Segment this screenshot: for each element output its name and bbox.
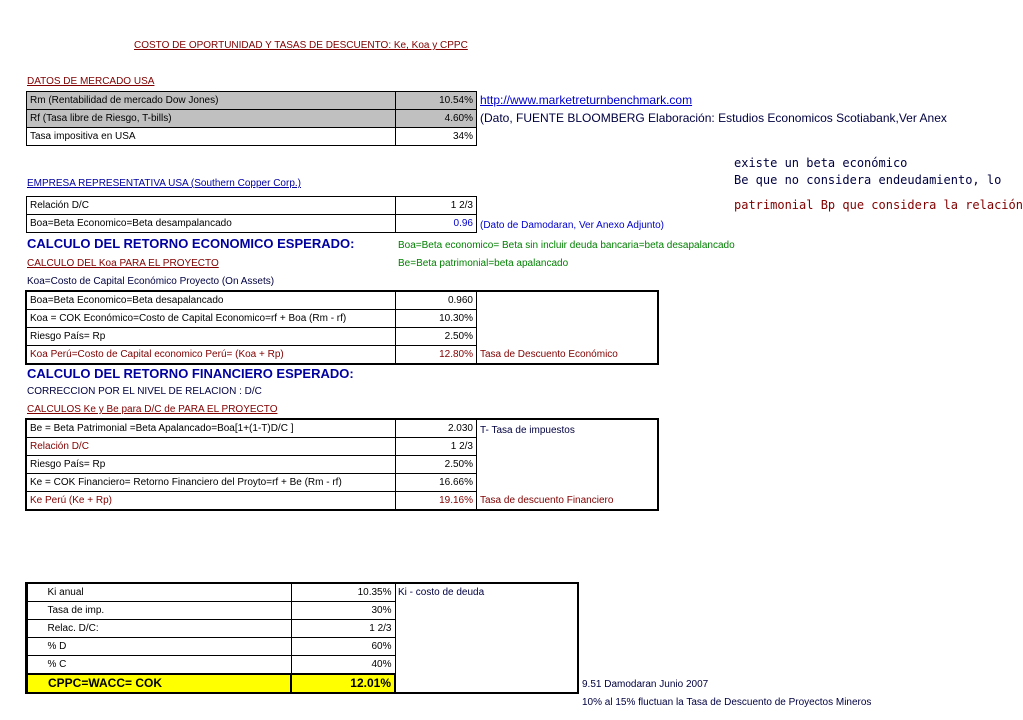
side-note-2: Be que no considera endeudamiento, lo [734, 173, 1002, 187]
wacc-value-dc: 1 2/3 [291, 620, 395, 638]
financial-label-ke: Ke = COK Financiero= Retorno Financiero del Proyto=rf + Be (Rm - rf) [27, 474, 396, 492]
market-table [26, 91, 477, 146]
wacc-value-ki: 10.35% [291, 584, 395, 602]
table-row [27, 420, 477, 438]
wacc-label-tax: Tasa de imp. [27, 602, 291, 620]
economic-note-boa: Boa=Beta economico= Beta sin incluir deuda bancaria=beta desapalancado [398, 240, 735, 251]
company-heading: EMPRESA REPRESENTATIVA USA (Southern Copper Corp.) [27, 178, 301, 189]
table-row [27, 128, 477, 146]
economic-value-koa-peru: 12.80% [396, 346, 477, 364]
side-note-1: existe un beta económico [734, 156, 908, 170]
page-title: COSTO DE OPORTUNIDAD Y TASAS DE DESCUENTO: Ke, Koa y CPPC [134, 40, 468, 51]
table-row [27, 456, 477, 474]
table-row [27, 292, 477, 310]
table-row [27, 346, 477, 364]
financial-rate-note: Tasa de descuento Financiero [480, 495, 614, 506]
market-value-tax: 34% [396, 128, 477, 146]
economic-label-koa: Koa = COK Económico=Costo de Capital Economico=rf + Boa (Rm - rf) [27, 310, 396, 328]
table-row [27, 584, 395, 602]
economic-label-koa-peru: Koa Perú=Costo de Capital economico Perú= (Koa + Rp) [27, 346, 396, 364]
wacc-foot-1: 9.51 Damodaran Junio 2007 [582, 679, 709, 690]
wacc-foot-2: 10% al 15% fluctuan la Tasa de Descuento de Proyectos Mineros [582, 697, 872, 708]
market-label-rf: Rf (Tasa libre de Riesgo, T-bills) [27, 110, 396, 128]
table-row [27, 474, 477, 492]
financial-value-rp: 2.50% [396, 456, 477, 474]
wacc-total-value: 12.01% [291, 674, 395, 693]
financial-value-ke: 16.66% [396, 474, 477, 492]
market-link[interactable]: http://www.marketreturnbenchmark.com [480, 93, 693, 107]
financial-table [26, 419, 477, 510]
market-source-note: (Dato, FUENTE BLOOMBERG Elaboración: Estudios Economicos Scotiabank,Ver Anex [480, 111, 947, 125]
side-note-3: patrimonial Bp que considera la relación [734, 198, 1023, 212]
table-row [27, 438, 477, 456]
wacc-label-debt: % D [27, 638, 291, 656]
financial-tax-note: T- Tasa de impuestos [480, 425, 575, 436]
financial-value-dc: 1 2/3 [396, 438, 477, 456]
economic-note-be: Be=Beta patrimonial=beta apalancado [398, 258, 569, 269]
table-row [27, 638, 395, 656]
financial-label-dc: Relación D/C [27, 438, 396, 456]
market-value-rf: 4.60% [396, 110, 477, 128]
financial-value-be: 2.030 [396, 420, 477, 438]
market-label-tax: Tasa impositiva en USA [27, 128, 396, 146]
wacc-label-equity: % C [27, 656, 291, 675]
table-row [27, 197, 477, 215]
economic-subheading: CALCULO DEL Koa PARA EL PROYECTO [27, 258, 219, 269]
table-row [27, 602, 395, 620]
table-row [27, 310, 477, 328]
financial-heading: CALCULO DEL RETORNO FINANCIERO ESPERADO: [27, 366, 354, 381]
wacc-ki-note: Ki - costo de deuda [398, 587, 485, 598]
economic-label-rp: Riesgo País= Rp [27, 328, 396, 346]
market-value-rm: 10.54% [396, 92, 477, 110]
company-label-boa: Boa=Beta Economico=Beta desampalancado [27, 215, 396, 233]
table-row [27, 215, 477, 233]
table-row [27, 328, 477, 346]
financial-caption-2: CALCULOS Ke y Be para D/C de PARA EL PROYECTO [27, 404, 278, 415]
financial-value-ke-peru: 19.16% [396, 492, 477, 510]
company-boa-note: (Dato de Damodaran, Ver Anexo Adjunto) [480, 220, 665, 231]
economic-heading: CALCULO DEL RETORNO ECONOMICO ESPERADO: [27, 236, 355, 251]
economic-caption: Koa=Costo de Capital Económico Proyecto (On Assets) [27, 276, 275, 287]
economic-rate-note: Tasa de Descuento Económico [480, 349, 618, 360]
table-row [27, 674, 395, 693]
economic-value-rp: 2.50% [396, 328, 477, 346]
company-value-boa: 0.96 [396, 215, 477, 233]
financial-label-rp: Riesgo País= Rp [27, 456, 396, 474]
market-heading: DATOS DE MERCADO USA [27, 76, 155, 87]
table-row [27, 620, 395, 638]
company-value-dc: 1 2/3 [396, 197, 477, 215]
economic-label-boa: Boa=Beta Economico=Beta desapalancado [27, 292, 396, 310]
table-row [27, 656, 395, 675]
table-row [27, 110, 477, 128]
wacc-value-debt: 60% [291, 638, 395, 656]
economic-value-koa: 10.30% [396, 310, 477, 328]
financial-caption-1: CORRECCION POR EL NIVEL DE RELACION : D/C [27, 386, 262, 397]
wacc-total-label: CPPC=WACC= COK [27, 674, 291, 693]
economic-table [26, 291, 477, 364]
table-row [27, 92, 477, 110]
market-label-rm: Rm (Rentabilidad de mercado Dow Jones) [27, 92, 396, 110]
wacc-table [26, 583, 396, 694]
wacc-label-dc: Relac. D/C: [27, 620, 291, 638]
company-table [26, 196, 477, 233]
wacc-value-tax: 30% [291, 602, 395, 620]
financial-label-ke-peru: Ke Perú (Ke + Rp) [27, 492, 396, 510]
wacc-label-ki: Ki anual [27, 584, 291, 602]
economic-value-boa: 0.960 [396, 292, 477, 310]
financial-label-be: Be = Beta Patrimonial =Beta Apalancado=Boa[1+(1-T)D/C ] [27, 420, 396, 438]
wacc-value-equity: 40% [291, 656, 395, 675]
table-row [27, 492, 477, 510]
company-label-dc: Relación D/C [27, 197, 396, 215]
